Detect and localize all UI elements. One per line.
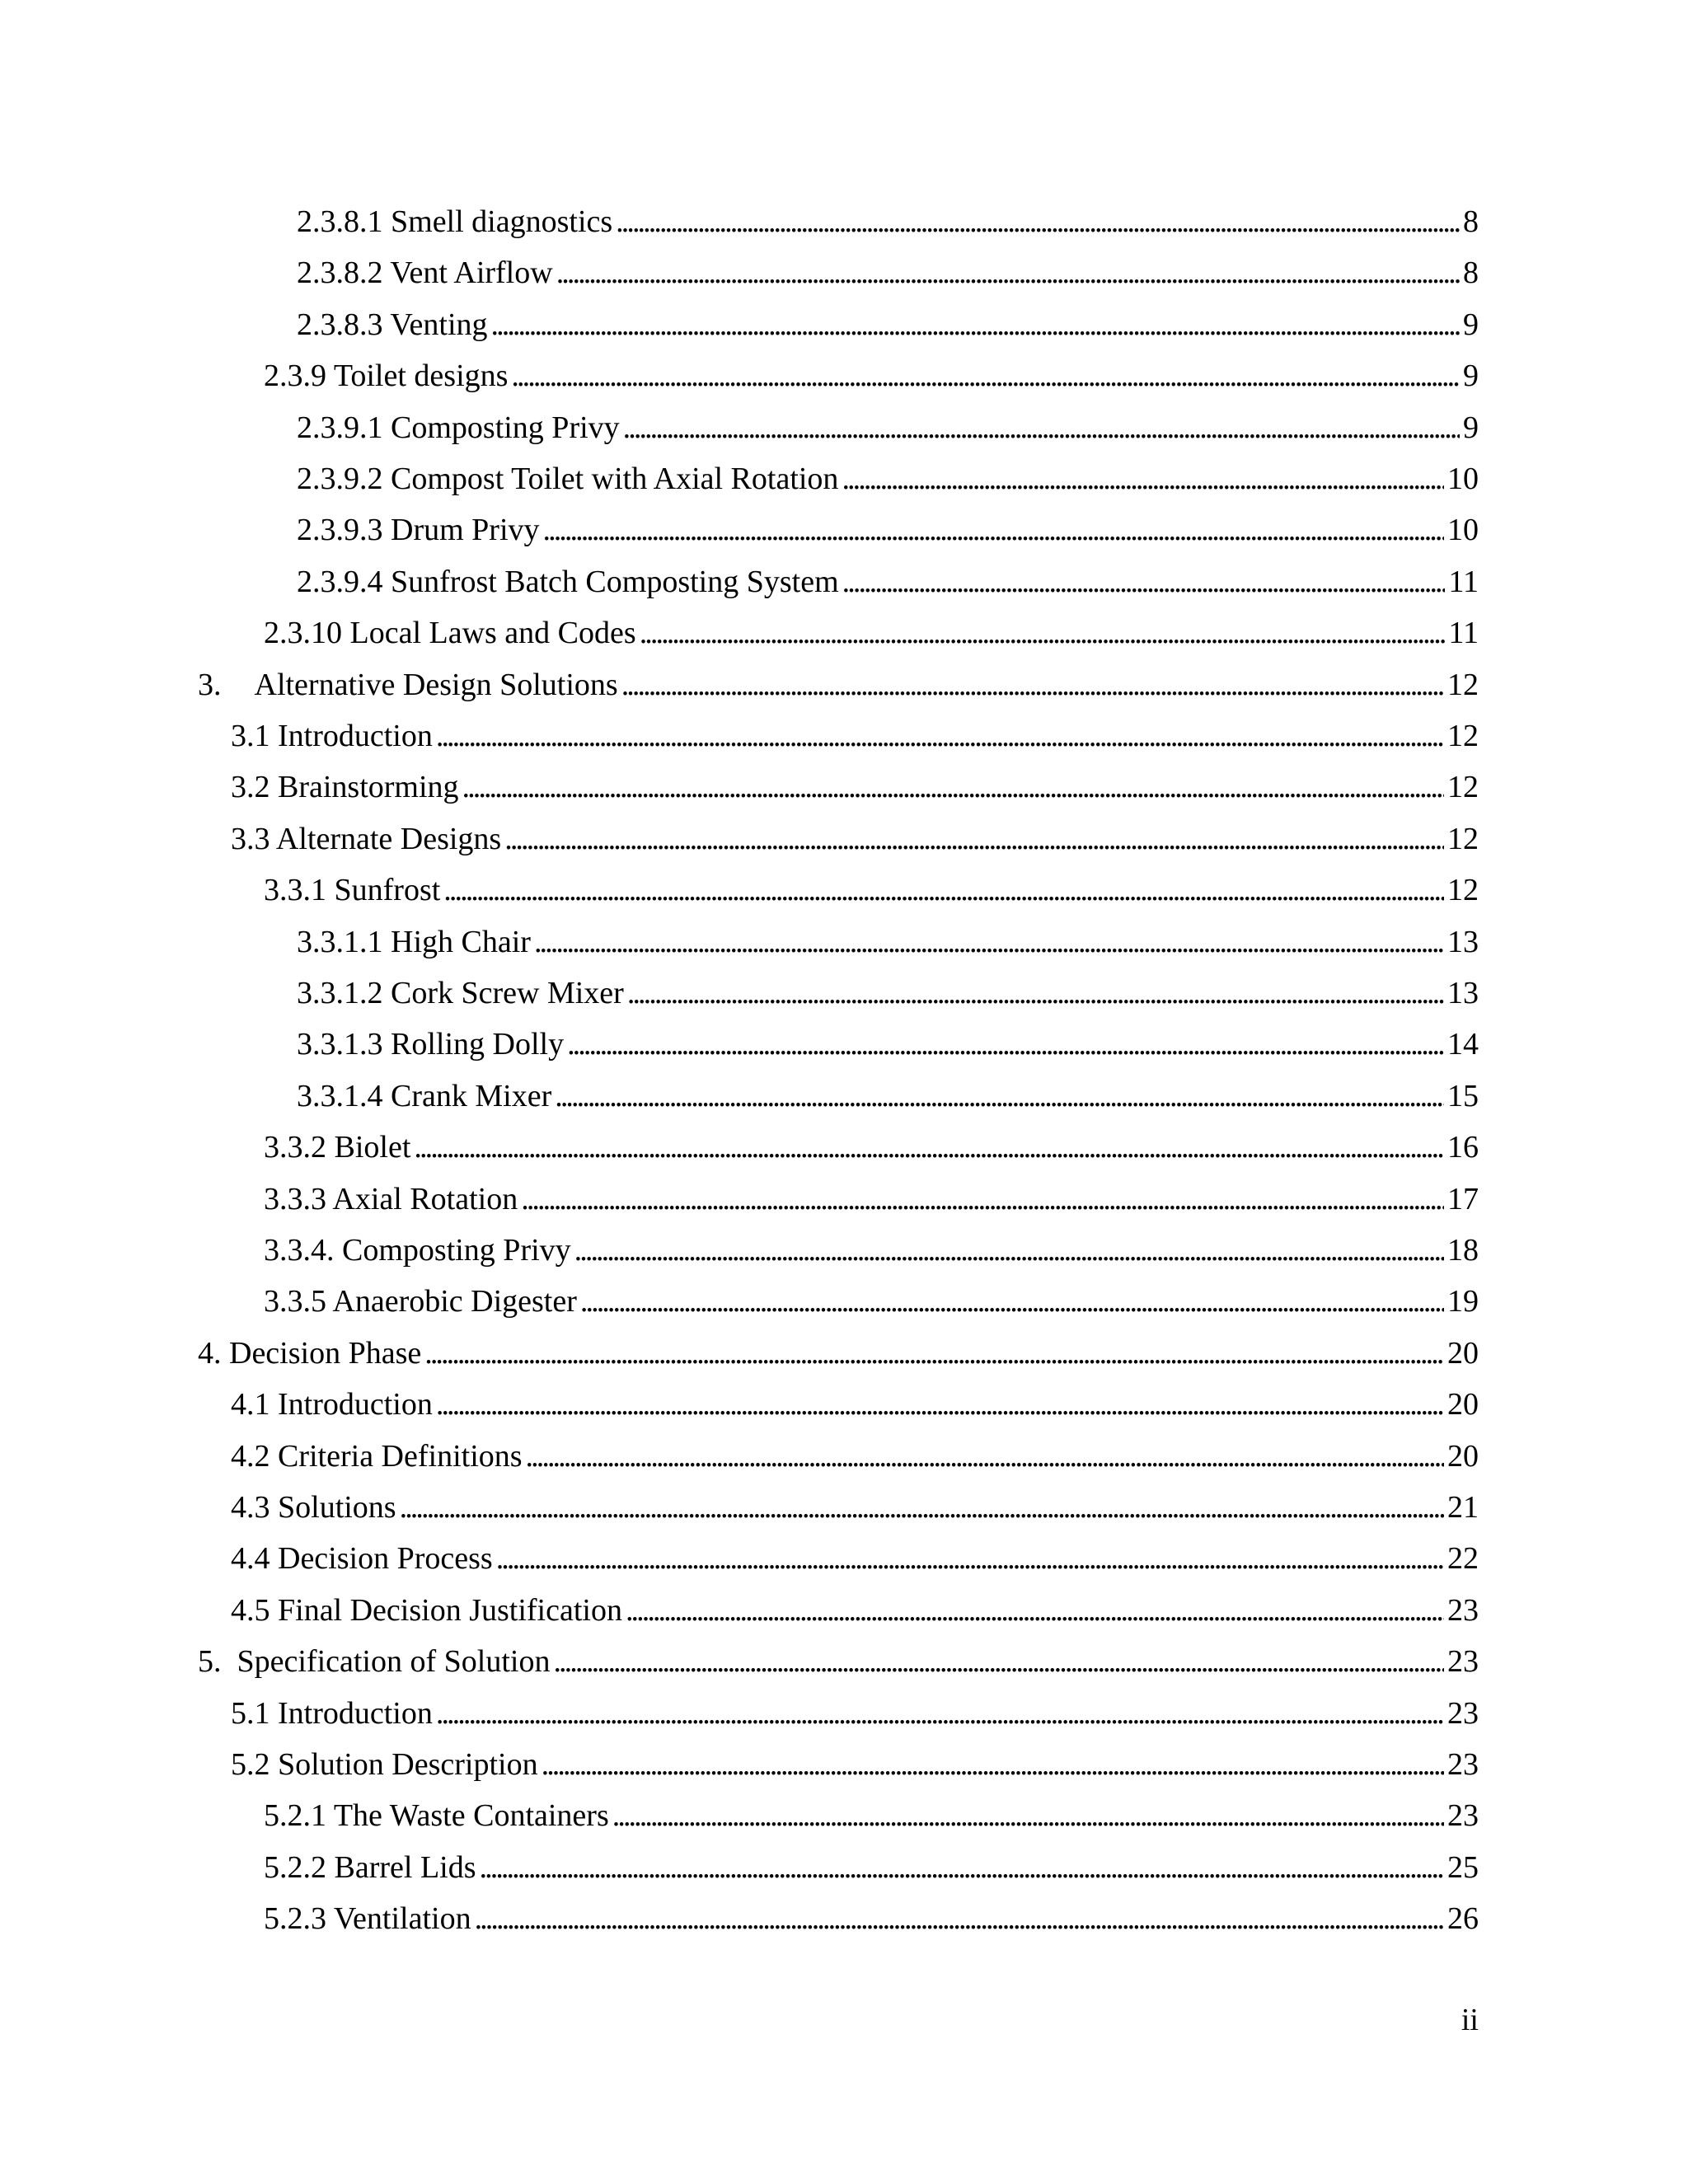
toc-entry-label xyxy=(231,1739,538,1790)
toc-entry-label xyxy=(231,1431,523,1482)
toc-entry xyxy=(231,762,1479,813)
toc-entry-label xyxy=(231,1379,433,1430)
toc-leader-dots xyxy=(623,402,1460,453)
toc-entry xyxy=(198,659,1479,710)
toc-entry-title: 2.3.9 Toilet designs xyxy=(264,359,509,394)
toc-entry xyxy=(297,968,1479,1019)
toc-leader-dots xyxy=(640,607,1446,658)
toc-entry-label xyxy=(297,968,624,1019)
toc-entry xyxy=(231,1431,1479,1482)
toc-leader-dots xyxy=(555,1071,1444,1122)
toc-entry xyxy=(264,1893,1479,1944)
toc-entry-title: 5.1 Introduction xyxy=(231,1695,433,1731)
toc-entry-title: 3.3.1.2 Cork Screw Mixer xyxy=(297,976,624,1010)
toc-leader-dots xyxy=(436,710,1444,762)
toc-entry-label xyxy=(264,1276,577,1327)
toc-entry xyxy=(264,350,1479,401)
toc-entry xyxy=(264,865,1479,916)
toc-leader-dots xyxy=(436,1688,1444,1739)
toc-entry-page: 12 xyxy=(1447,873,1479,908)
toc-leader-dots xyxy=(475,1893,1444,1944)
toc-leader-dots xyxy=(542,1739,1444,1790)
toc-entry xyxy=(264,1225,1479,1276)
toc-entry-page: 22 xyxy=(1447,1541,1479,1577)
toc-entry xyxy=(231,1585,1479,1636)
toc-entry-label xyxy=(264,865,440,916)
toc-entry-label xyxy=(297,299,488,350)
toc-entry-page: 12 xyxy=(1447,719,1479,753)
toc-entry-label xyxy=(297,402,620,453)
toc-entry-label xyxy=(231,1533,493,1584)
toc-entry-page: 18 xyxy=(1447,1233,1479,1268)
toc-entry-page: 19 xyxy=(1447,1284,1479,1319)
toc-entry-page: 11 xyxy=(1448,616,1479,651)
toc-leader-dots xyxy=(621,659,1444,710)
toc-entry-label xyxy=(198,1636,550,1687)
toc-leader-dots xyxy=(400,1482,1444,1533)
toc-entry xyxy=(231,1533,1479,1584)
toc-entry xyxy=(231,813,1479,865)
toc-leader-dots xyxy=(443,865,1444,916)
toc-entry-page: 12 xyxy=(1447,821,1479,856)
toc-leader-dots xyxy=(504,813,1444,865)
toc-entry-label xyxy=(264,607,636,658)
toc-leader-dots xyxy=(842,453,1444,504)
toc-entry-title: 2.3.8.1 Smell diagnostics xyxy=(297,204,613,239)
toc-entry-title: 2.3.9.2 Compost Toilet with Axial Rotation xyxy=(297,462,839,496)
toc-entry-label xyxy=(297,247,553,298)
toc-entry-label xyxy=(198,1328,421,1379)
toc-entry-title: 3.3.5 Anaerobic Digester xyxy=(264,1284,577,1319)
toc-leader-dots xyxy=(616,196,1460,247)
toc-entry-page: 23 xyxy=(1447,1644,1479,1680)
toc-entry-label xyxy=(297,453,838,504)
toc-leader-dots xyxy=(511,350,1460,401)
toc-entry-label xyxy=(231,1585,622,1636)
toc-entry-label xyxy=(231,710,433,762)
toc-entry-title: 3.3.1.4 Crank Mixer xyxy=(297,1078,552,1113)
toc-entry-title: 5.2.2 Barrel Lids xyxy=(264,1849,476,1885)
toc-entry-title: 4.5 Final Decision Justification xyxy=(231,1592,622,1628)
toc-entry-label xyxy=(231,1688,433,1739)
toc-entry-label xyxy=(297,1071,551,1122)
toc-entry xyxy=(297,916,1479,968)
toc-entry xyxy=(297,402,1479,453)
toc-entry-page: 20 xyxy=(1447,1438,1479,1474)
toc-entry-page: 11 xyxy=(1448,564,1479,599)
toc-entry-title: 3.3.1 Sunfrost xyxy=(264,873,441,908)
toc-entry-label xyxy=(264,1174,518,1225)
toc-entry-title: 4.4 Decision Process xyxy=(231,1541,493,1577)
toc-entry-title: 2.3.8.2 Vent Airflow xyxy=(297,255,553,291)
toc-leader-dots xyxy=(436,1379,1444,1430)
toc-entry-page: 10 xyxy=(1447,513,1479,548)
toc-leader-dots xyxy=(556,247,1460,298)
toc-entry xyxy=(231,1688,1479,1739)
toc-leader-dots xyxy=(526,1431,1444,1482)
toc-entry xyxy=(297,556,1479,607)
toc-entry xyxy=(198,1328,1479,1379)
toc-entry-title: 3.3.1.3 Rolling Dolly xyxy=(297,1027,565,1062)
toc-leader-dots xyxy=(543,504,1445,555)
toc-entry-label xyxy=(297,916,531,968)
toc-entry xyxy=(264,1276,1479,1327)
toc-entry-label xyxy=(198,659,618,710)
toc-entry-page: 9 xyxy=(1463,307,1479,342)
toc-leader-dots xyxy=(580,1276,1444,1327)
toc-entry-label xyxy=(297,556,839,607)
toc-entry-page: 26 xyxy=(1447,1901,1479,1937)
toc-entry-title: 3.3 Alternate Designs xyxy=(231,821,502,856)
toc-leader-dots xyxy=(626,1585,1444,1636)
toc-entry-page: 8 xyxy=(1463,255,1479,291)
toc-leader-dots xyxy=(521,1174,1444,1225)
toc-entry-title: 5.2.1 The Waste Containers xyxy=(264,1798,609,1834)
toc-entry-title: 2.3.10 Local Laws and Codes xyxy=(264,616,636,651)
toc-leader-dots xyxy=(424,1328,1444,1379)
toc-entry-label xyxy=(231,813,501,865)
toc-entry-title: 2.3.9.1 Composting Privy xyxy=(297,410,620,445)
toc-leader-dots xyxy=(534,916,1444,968)
toc-entry-page: 9 xyxy=(1463,410,1479,445)
toc-entry xyxy=(264,1842,1479,1893)
toc-entry-label xyxy=(297,504,540,555)
toc-entry-title: 3.3.2 Biolet xyxy=(264,1130,411,1165)
toc-entry-page: 17 xyxy=(1447,1181,1479,1216)
toc-entry-page: 23 xyxy=(1447,1695,1479,1731)
toc-entry-title: 3.2 Brainstorming xyxy=(231,770,459,805)
toc-entry-title: 4.1 Introduction xyxy=(231,1387,433,1422)
toc-leader-dots xyxy=(842,556,1446,607)
toc-entry-page: 20 xyxy=(1447,1387,1479,1422)
toc-entry-page: 9 xyxy=(1463,359,1479,394)
toc-entry-page: 23 xyxy=(1447,1798,1479,1834)
toc-entry-page: 13 xyxy=(1447,924,1479,959)
toc-entry xyxy=(231,1379,1479,1430)
toc-entry xyxy=(297,453,1479,504)
toc-leader-dots xyxy=(462,762,1444,813)
toc-entry-page: 25 xyxy=(1447,1849,1479,1885)
toc-leader-dots xyxy=(627,968,1444,1019)
page-number: ii xyxy=(1461,2003,1479,2037)
toc-entry-title: 4.3 Solutions xyxy=(231,1490,396,1525)
toc-entry xyxy=(198,1636,1479,1687)
toc-leader-dots xyxy=(574,1225,1444,1276)
toc-entry-page: 12 xyxy=(1447,667,1479,702)
toc-leader-dots xyxy=(496,1533,1444,1584)
toc-entry xyxy=(297,196,1479,247)
toc-entry-page: 13 xyxy=(1447,976,1479,1010)
toc-entry-title: 2.3.9.3 Drum Privy xyxy=(297,513,540,548)
toc-entry-title: 3.3.1.1 High Chair xyxy=(297,924,531,959)
toc-entry-title: Alternative Design Solutions xyxy=(254,667,618,702)
toc-entry-title: 2.3.8.3 Venting xyxy=(297,307,488,342)
toc-entry-title: 4. Decision Phase xyxy=(198,1335,422,1371)
toc-leader-dots xyxy=(491,299,1460,350)
toc-entry-label xyxy=(297,1019,564,1070)
toc-entry-title: 3.1 Introduction xyxy=(231,719,433,753)
toc-entry-label xyxy=(264,1122,410,1173)
toc-entry xyxy=(297,247,1479,298)
toc-entry xyxy=(264,1790,1479,1841)
toc-entry xyxy=(297,299,1479,350)
toc-entry-title: 4.2 Criteria Definitions xyxy=(231,1438,523,1474)
toc-entry-label xyxy=(264,1842,476,1893)
toc-entry-label xyxy=(264,350,508,401)
toc-entry-label xyxy=(264,1790,609,1841)
toc-entry-page: 14 xyxy=(1447,1027,1479,1062)
toc-entry xyxy=(297,504,1479,555)
toc-entry xyxy=(231,1482,1479,1533)
toc-entry-page: 23 xyxy=(1447,1747,1479,1782)
toc-entry-title: 5. Specification of Solution xyxy=(198,1644,551,1680)
toc-entry xyxy=(231,1739,1479,1790)
toc-entry-page: 10 xyxy=(1447,462,1479,496)
toc-entry xyxy=(231,710,1479,762)
toc-entry-page: 23 xyxy=(1447,1592,1479,1628)
toc-entry-label xyxy=(231,1482,396,1533)
toc-leader-dots xyxy=(553,1636,1444,1687)
toc-entry-label xyxy=(264,1225,571,1276)
toc-entry-page: 15 xyxy=(1447,1078,1479,1113)
toc-entry xyxy=(297,1071,1479,1122)
toc-entry xyxy=(264,1174,1479,1225)
toc-entry-page: 8 xyxy=(1463,204,1479,239)
toc-entry xyxy=(264,607,1479,658)
toc-entry-title: 5.2.3 Ventilation xyxy=(264,1901,471,1937)
toc-entry-label xyxy=(264,1893,471,1944)
toc-entry-page: 21 xyxy=(1447,1490,1479,1525)
toc-entry-number: 3. xyxy=(198,667,222,702)
toc-leader-dots xyxy=(612,1790,1444,1841)
toc-leader-dots xyxy=(567,1019,1444,1070)
toc-entry-label xyxy=(297,196,612,247)
toc-entry-title: 5.2 Solution Description xyxy=(231,1747,538,1782)
toc-leader-dots xyxy=(414,1122,1444,1173)
toc-entry-page: 16 xyxy=(1447,1130,1479,1165)
toc-entry-page: 20 xyxy=(1447,1335,1479,1371)
toc-entry-title: 2.3.9.4 Sunfrost Batch Composting System xyxy=(297,564,839,599)
toc-entry xyxy=(297,1019,1479,1070)
toc-entry-page: 12 xyxy=(1447,770,1479,805)
toc-entry-label xyxy=(231,762,459,813)
toc-entry-title: 3.3.3 Axial Rotation xyxy=(264,1181,518,1216)
toc-entry-title: 3.3.4. Composting Privy xyxy=(264,1233,571,1268)
toc-leader-dots xyxy=(480,1842,1444,1893)
toc-entry xyxy=(264,1122,1479,1173)
